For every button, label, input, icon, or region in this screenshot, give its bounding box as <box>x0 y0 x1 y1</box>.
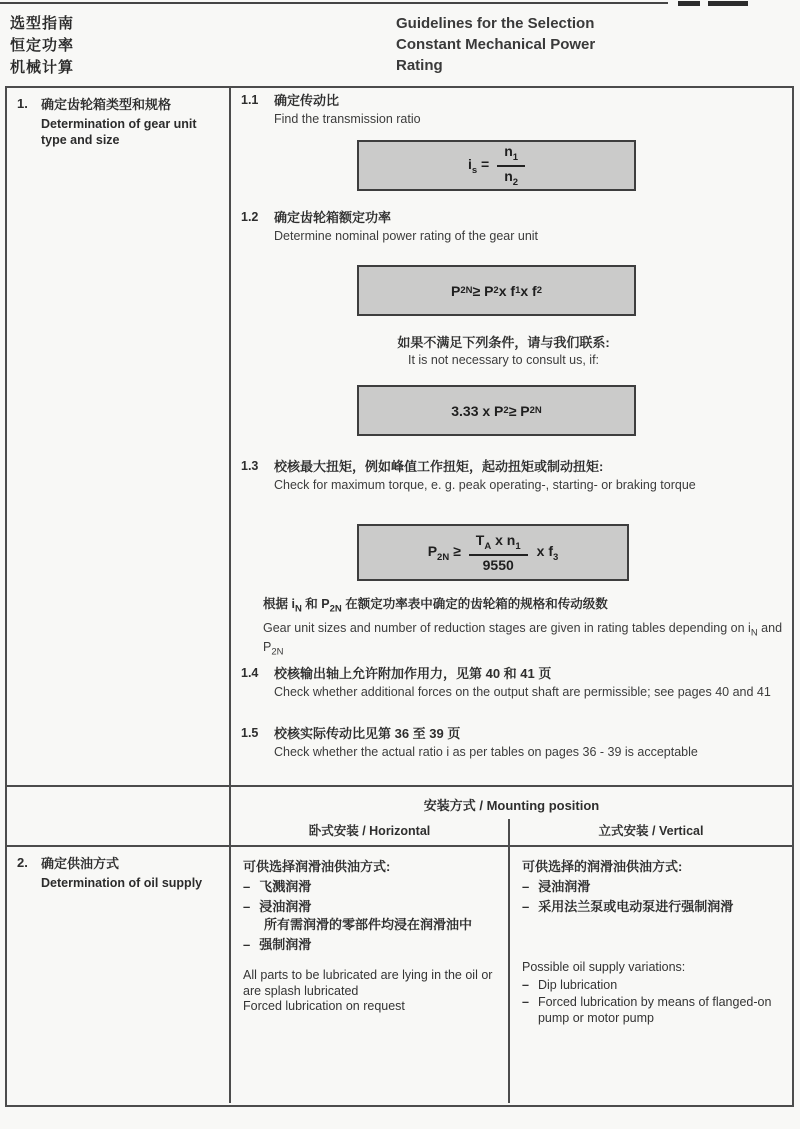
step-text <box>274 93 421 127</box>
list-item <box>243 878 496 896</box>
formula-lhs: $i_s$ = <box>467 155 490 176</box>
mounting-title: 安装方式 / Mounting position <box>423 798 600 813</box>
section1-heading <box>17 96 219 148</box>
list-item <box>243 898 496 916</box>
step-number: 1.1 <box>241 93 259 107</box>
consult-note-zh: 如果不满足下列条件，请与我们联系: <box>397 335 610 350</box>
page-title-english <box>396 13 595 76</box>
list-item <box>522 898 780 916</box>
table-row-mounting-header <box>7 785 792 845</box>
section1-header-cell <box>7 88 231 785</box>
fraction-denominator: 9550 <box>482 556 514 573</box>
fraction-denominator: $n_2$ <box>504 167 519 188</box>
dash-bullet: – <box>522 977 529 992</box>
step-text-zh: 校核实际传动比见第 36 至 39 页 <box>274 726 461 741</box>
dash-bullet: – <box>243 899 251 914</box>
bullet-text: 浸油润滑 <box>538 879 591 894</box>
step-1-5 <box>241 726 784 760</box>
section1-title-en: Determination of gear unit type and size <box>41 117 197 147</box>
list-item <box>522 878 780 896</box>
formula-lhs: $P_{2N}$ ≥ <box>427 542 461 563</box>
step-number: 1.3 <box>241 459 259 473</box>
dash-bullet: – <box>522 879 530 894</box>
step-text <box>274 459 696 493</box>
page-title-chinese <box>10 13 74 79</box>
step-text <box>274 726 698 760</box>
rating-tables-note <box>263 596 784 660</box>
title-en-line: Rating <box>396 57 443 74</box>
step-number: 1.5 <box>241 726 259 740</box>
step-text-en: Check for maximum torque, e. g. peak operating-, starting- or braking torque <box>274 478 696 492</box>
step-text-en: Find the transmission ratio <box>274 112 421 126</box>
dash-bullet: – <box>522 995 529 1009</box>
step-1-4 <box>241 666 784 700</box>
section1-title-zh: 确定齿轮箱类型和规格 <box>41 97 172 112</box>
oil-supply-vertical-cell <box>510 847 792 1103</box>
list-item <box>243 936 496 954</box>
oil-horizontal-en-line: All parts to be lubricated are lying in the oil or <box>243 968 493 982</box>
dash-bullet: – <box>243 879 251 894</box>
formula-maximum-torque <box>357 524 629 581</box>
step-1-3 <box>241 459 784 493</box>
selection-guidelines-table <box>5 86 794 1107</box>
logo-fragment-bar <box>708 1 748 6</box>
spacer <box>522 916 780 960</box>
section1-titles <box>41 96 219 148</box>
mounting-empty-cell <box>7 787 231 845</box>
oil-vertical-intro-zh: 可供选择的润滑油供油方式: <box>522 859 683 874</box>
step-text-zh: 校核输出轴上允许附加作用力，见第 40 和 41 页 <box>274 666 552 681</box>
formula-transmission-ratio <box>357 140 636 191</box>
bullet-text: Dip lubrication <box>537 977 618 992</box>
bullet-text: 浸油润滑 <box>259 899 312 914</box>
section2-number: 2. <box>17 855 28 870</box>
title-zh-line: 机械计算 <box>10 59 75 76</box>
title-en-line: Constant Mechanical Power <box>396 36 596 53</box>
step-1-1 <box>241 93 784 127</box>
consult-note-en: It is not necessary to consult us, if: <box>407 353 600 367</box>
section1-content-cell <box>231 88 792 785</box>
logo-fragment-bar <box>678 1 700 6</box>
table-row-section1 <box>7 88 792 785</box>
step-1-2 <box>241 210 784 244</box>
step-number: 1.4 <box>241 666 259 680</box>
step-text-en: Determine nominal power rating of the gear unit <box>274 229 539 243</box>
formula-consult-condition: 3.33 x P 2 ≥ P 2N <box>357 385 636 436</box>
section1-number: 1. <box>17 96 28 111</box>
section2-heading <box>17 855 219 891</box>
rating-note-zh: 根据 $i_N$ 和 $P_{2N}$ 在额定功率表中确定的齿轮箱的规格和传动级数 <box>263 597 608 615</box>
bullet-text: 飞溅润滑 <box>259 879 312 894</box>
mounting-subheaders <box>231 819 792 845</box>
list-item <box>522 995 780 1026</box>
oil-supply-horizontal-cell <box>231 847 510 1103</box>
consult-note <box>231 335 776 368</box>
step-text <box>274 666 771 700</box>
section2-title-en: Determination of oil supply <box>41 876 203 890</box>
fraction <box>497 143 525 188</box>
oil-horizontal-en-line: are splash lubricated <box>243 983 359 998</box>
list-item <box>522 978 780 994</box>
section2-header-cell <box>7 847 231 1103</box>
mounting-vertical-label: 立式安装 / Vertical <box>508 819 792 845</box>
step-text-zh: 确定齿轮箱额定功率 <box>274 210 392 225</box>
formula-suffix: x $f_3$ <box>536 542 559 563</box>
mounting-horizontal-label: 卧式安装 / Horizontal <box>308 824 431 838</box>
step-text-zh: 校核最大扭矩，例如峰值工作扭矩，起动扭矩或制动扭矩: <box>274 459 604 474</box>
step-number: 1.2 <box>241 210 259 224</box>
fraction <box>469 532 528 573</box>
step-text-en: Check whether the actual ratio i as per tables on pages 36 - 39 is acceptable <box>274 745 698 759</box>
oil-vertical-intro-en: Possible oil supply variations: <box>522 960 686 974</box>
title-zh-line: 恒定功率 <box>10 37 75 54</box>
fraction-numerator: $T_A$ x $n_1$ <box>469 532 528 556</box>
bullet-sub-note: 所有需润滑的零部件均浸在润滑油中 <box>264 917 473 932</box>
top-rule <box>0 2 668 4</box>
formula-nominal-power: P 2N ≥ P 2 x f 1 x f 2 <box>357 265 636 316</box>
rating-note-en: Gear unit sizes and number of reduction stages are given in rating tables depending on $i_N$ and $P_{2N}$ <box>263 620 783 658</box>
bullet-text: Forced lubrication by means of flanged-on pump or motor pump <box>537 995 772 1025</box>
title-en-line: Guidelines for the Selection <box>396 15 595 32</box>
bullet-text: 强制润滑 <box>259 937 312 952</box>
section2-titles <box>41 855 202 891</box>
title-zh-line: 选型指南 <box>10 15 75 32</box>
step-text-zh: 确定传动比 <box>274 93 340 108</box>
oil-horizontal-intro-zh: 可供选择润滑油供油方式: <box>243 859 391 874</box>
step-text-en: Check whether additional forces on the output shaft are permissible; see pages 40 and 41 <box>274 685 771 699</box>
dash-bullet: – <box>243 937 251 952</box>
section2-title-zh: 确定供油方式 <box>41 856 120 871</box>
oil-horizontal-en-line: Forced lubrication on request <box>243 999 405 1013</box>
spacer <box>243 954 496 968</box>
bullet-text: 采用法兰泵或电动泵进行强制润滑 <box>538 899 734 914</box>
mounting-header-cell <box>231 787 792 845</box>
dash-bullet: – <box>522 899 530 914</box>
table-row-section2 <box>7 845 792 1103</box>
step-text <box>274 210 538 244</box>
fraction-numerator: $n_1$ <box>497 143 525 167</box>
